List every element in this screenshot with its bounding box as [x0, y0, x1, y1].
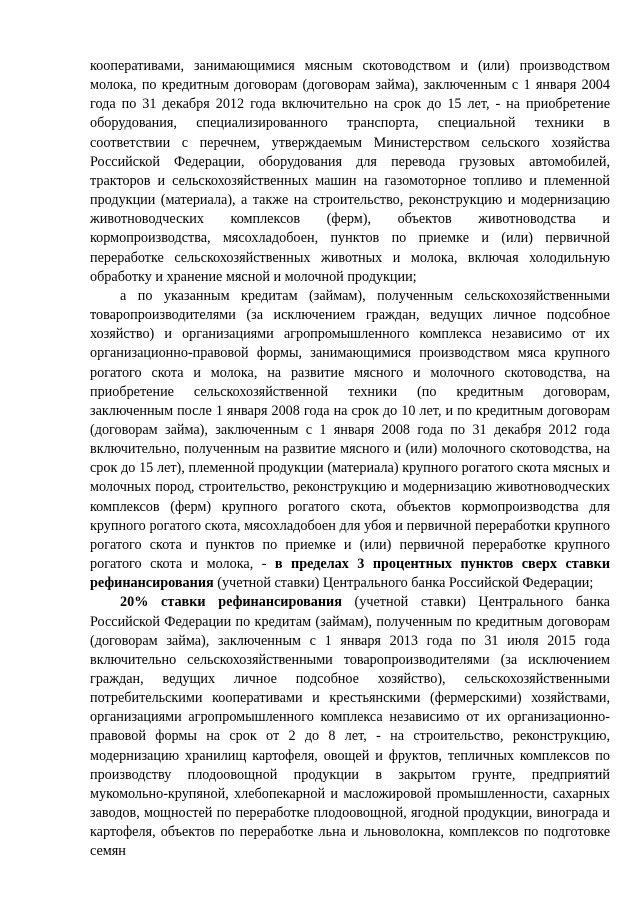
paragraph-bold-rate: в пределах 3 процентных пунктов сверх ставки рефинансирования — [90, 556, 610, 592]
paragraph-twenty-percent-rate — [90, 593, 610, 861]
paragraph-bold-rate: 20% ставки рефинансирования — [120, 594, 342, 611]
paragraph-text: (учетной ставки) Центрального банка Российской Федерации по кредитам (займам), полученным по кредитным договорам (договорам займа), заключенным с 1 января 2013 года по 31 июля 2015 года включительно сельскохозяйственными товаропроизводителями (за исключением граждан, ведущих личное подсобное хозяйство), сельскохозяйственными потребительскими кооперативами и крестьянскими (фермерскими) хозяйствами, организациями агропромышленного комплекса независимо от их организационно-правовой формы на срок от 2 до 8 лет, - на строительство, реконструкцию, модернизацию хранилищ картофеля, овощей и фруктов, тепличных комплексов по производству плодоовощной продукции в закрытом грунте, предприятий мукомольно-крупяной, хлебопекарной и масложировой промышленности, сахарных заводов, мощностей по переработке плодоовощной, ягодной продукции, винограда и картофеля, объектов по переработке льна и льноволокна, комплексов по подготовке семян — [90, 594, 610, 860]
paragraph-text: а по указанным кредитам (займам), полученным сельскохозяйственными товаропроизводителями (за исключением граждан, ведущих личное подсобное хозяйство) и организациями агропромышленного комплекса независимо от их организационно-правовой формы, занимающимися производством мяса крупного рогатого скота и молока, на развитие мясного и молочного скотоводства, на приобретение сельскохозяйственной техники (по кредитным договорам, заключенным после 1 января 2008 года на срок до 10 лет, и по кредитным договорам (договорам займа), заключенным с 1 января 2008 года по 31 декабря 2012 года включительно, полученным на развитие мясного и (или) молочного скотоводства, на срок до 15 лет), племенной продукции (материала) крупного рогатого скота мясных и молочных пород, строительство, реконструкцию и модернизацию животноводческих комплексов (ферм) крупного рогатого скота, объектов кормопроизводства для крупного рогатого скота, мясохладобоен для убоя и первичной переработки крупного рогатого скота и пунктов по приемке и (или) первичной переработке крупного рогатого скота и молока, - — [90, 287, 610, 573]
paragraph-continuation: кооперативами, занимающимися мясным скотоводством и (или) производством молока, по кредитным договорам (договорам займа), заключенным с 1 января 2004 года по 31 декабря 2012 года включительно на срок до 15 лет, - на приобретение оборудования, специализированного транспорта, специальной техники в соответствии с перечнем, утверждаемым Министерством сельского хозяйства Российской Федерации, оборудования для перевода грузовых автомобилей, тракторов и сельскохозяйственных машин на газомоторное топливо и племенной продукции (материала), а также на строительство, реконструкцию и модернизацию животноводческих комплексов (ферм), объектов животноводства и кормопроизводства, мясохладобоен, пунктов по приемке и (или) первичной переработке сельскохозяйственных животных и молока, включая холодильную обработку и хранение мясной и молочной продукции; — [90, 58, 610, 285]
paragraph-tail: (учетной ставки) Центрального банка Российской Федерации; — [213, 575, 594, 592]
document-body — [90, 57, 610, 862]
paragraph-meat-dairy-loans — [90, 287, 610, 594]
